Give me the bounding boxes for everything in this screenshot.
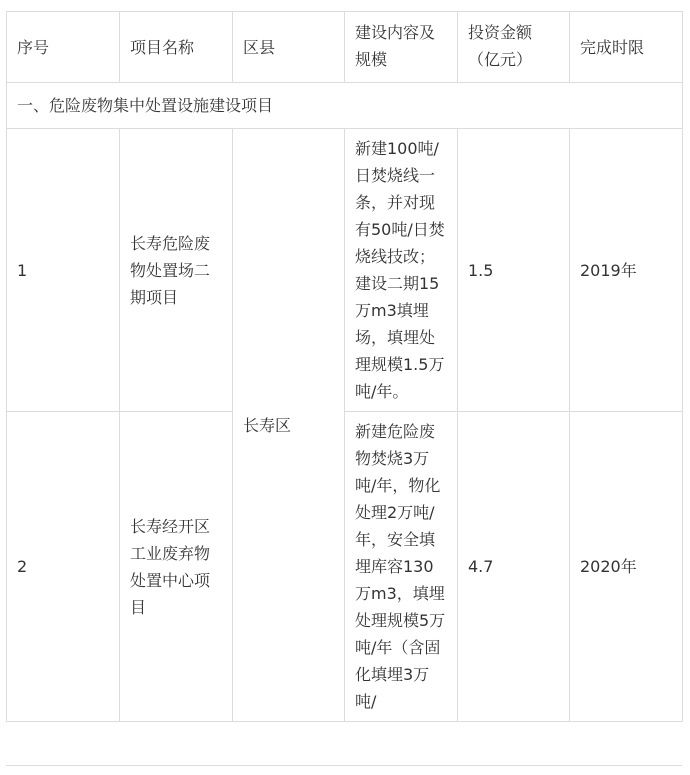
bottom-cutoff [0,766,690,775]
row-deadline: 2019年 [570,129,683,412]
row-deadline: 2020年 [570,412,683,722]
project-table [6,11,683,722]
table-header-row [7,12,683,83]
table-row [7,412,683,722]
row-investment: 1.5 [458,129,570,412]
row-content: 新建危险废物焚烧3万吨/年，物化处理2万吨/年，安全填埋库容130万m3，填埋处理规模5万吨/年（含固化填埋3万吨/ [345,412,458,722]
table-row [7,129,683,412]
row-district: 长寿区 [233,129,345,722]
row-name: 长寿经开区工业废弃物处置中心项目 [120,412,233,722]
header-content: 建设内容及规模 [345,12,458,83]
section-row [7,83,683,129]
row-content: 新建100吨/日焚烧线一条，并对现有50吨/日焚烧线技改；建设二期15万m3填埋场，填埋处理规模1.5万吨/年。 [345,129,458,412]
section-title: 一、危险废物集中处置设施建设项目 [7,83,683,129]
row-name: 长寿危险废物处置场二期项目 [120,129,233,412]
header-investment: 投资金额（亿元） [458,12,570,83]
header-district: 区县 [233,12,345,83]
row-seq: 2 [7,412,120,722]
row-investment: 4.7 [458,412,570,722]
header-deadline: 完成时限 [570,12,683,83]
row-seq: 1 [7,129,120,412]
header-seq: 序号 [7,12,120,83]
header-name: 项目名称 [120,12,233,83]
